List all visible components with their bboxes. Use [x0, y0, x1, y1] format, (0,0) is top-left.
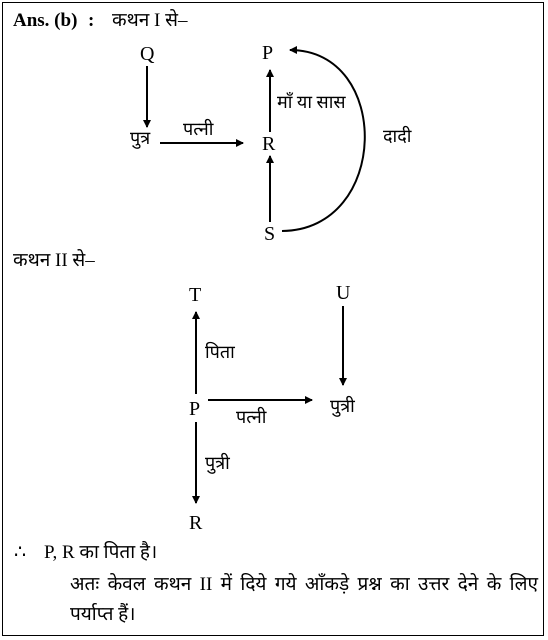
label-daughter: पुत्री [330, 396, 355, 416]
node-p: P [262, 42, 274, 64]
answer-separator: : [88, 10, 95, 31]
statement-2-heading: कथन II से– [13, 250, 95, 271]
node-p: P [189, 398, 201, 420]
statement-1-heading: कथन I से– [112, 10, 188, 31]
node-s: S [264, 223, 276, 245]
label-son: पुत्र [130, 128, 151, 148]
therefore-symbol: ∴ [14, 542, 27, 563]
node-u: U [336, 282, 351, 304]
label-wife: पत्नी [183, 119, 214, 139]
label-father: पिता [205, 342, 235, 362]
node-r: R [262, 133, 276, 155]
spellcheck-squiggle [13, 270, 53, 273]
answer-prefix: Ans. (b) [13, 10, 78, 31]
label-mother-or-mother-in-law: माँ या सास [277, 92, 346, 112]
label-grandmother: दादी [383, 126, 412, 146]
label-wife: पत्नी [236, 407, 267, 427]
node-r: R [189, 512, 203, 534]
node-q: Q [140, 43, 155, 65]
node-t: T [189, 284, 202, 306]
arc-s-to-p [282, 50, 365, 231]
conclusion-paragraph: अतः केवल कथन II में दिये गये आँकड़े प्रश्न का उत्तर देने के लिए पर्याप्त हैं। [70, 574, 538, 625]
conclusion-line: P, R का पिता है। [44, 542, 158, 563]
label-daughter: पुत्री [205, 453, 230, 473]
